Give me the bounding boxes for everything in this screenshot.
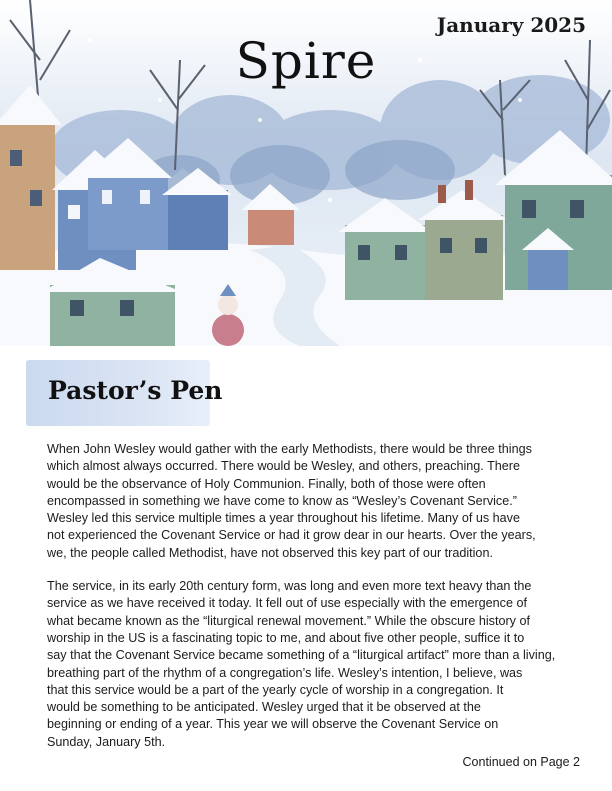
- article-body: [47, 441, 587, 767]
- article-paragraph: The service, in its early 20th century form, was long and even more text heavy than the service as we have received it today. It fell out of use especially with the emergence of what became known as the “liturgical renewal movement.” While the obscure history of worship in the US is a fascinating topic to me, and about five other people, suffice it to say that the Covenant Service became something of a “liturgical artifact” more than a living, breathing part of the rhythm of a congregation’s life. Wesley’s intention, I believe, was that this service would be a part of the yearly cycle of worship in a congregation. It would be something to be anticipated. Wesley urged that it be observed at the beginning or ending of a year. This year we will observe the Covenant Service on Sunday, January 5th.: [47, 579, 556, 749]
- continued-note: Continued on Page 2: [462, 755, 580, 769]
- section-heading: Pastor’s Pen: [48, 376, 223, 405]
- newsletter-title: Spire: [235, 32, 377, 90]
- article-paragraph: When John Wesley would gather with the early Methodists, there would be three things which almost always occurred. There would be Wesley, and others, preaching. There would be the observance of Holy Communion. Finally, both of those were often encompassed in something we have come to know as “Wesley’s Covenant Service.” Wesley led this service multiple times a year throughout his lifetime. Many of us have not experienced the Covenant Service or had it grow dear in our hearts. Over the years, we, the people called Methodist, have not observed this key part of our tradition.: [47, 442, 536, 560]
- issue-date: January 2025: [436, 13, 586, 37]
